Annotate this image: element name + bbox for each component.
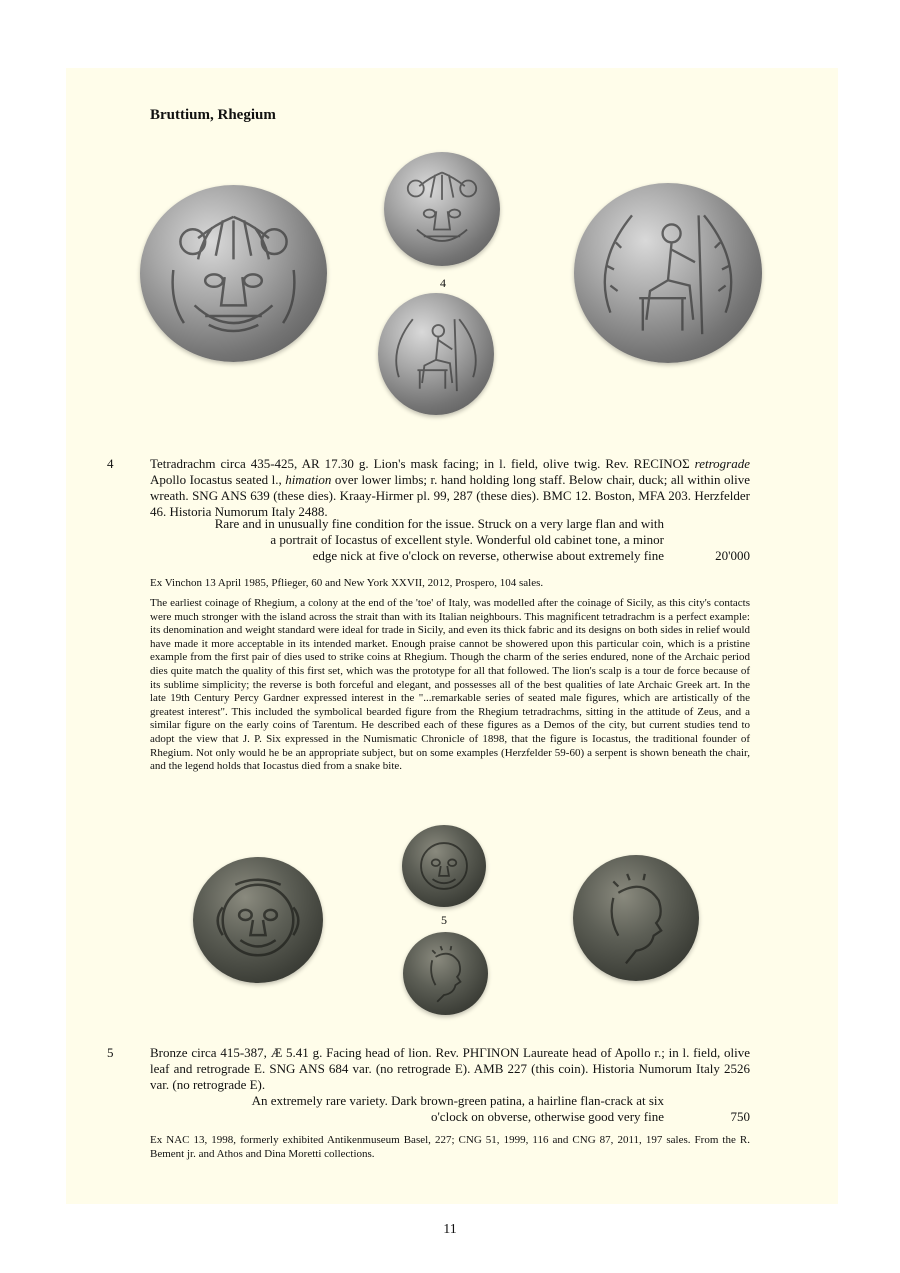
lot-description: Tetradrachm circa 435-425, AR 17.30 g. Lion's mask facing; in l. field, olive twig. Rev. RECINOΣ retrograde Apollo Iocastus seated l., himation over lower limbs; r. hand holding long staff. Below chair, duck; all within olive wreath. SNG ANS 639 (these dies). Kraay-Hirmer pl. 99, 287 (these dies). BMC 12. Boston, MFA 203. Herzfelder 46. Historia Numorum Italy 2488. — [150, 456, 751, 519]
lot-provenance: Ex Vinchon 13 April 1985, Pflieger, 60 and New York XXVII, 2012, Prospero, 104 sales. — [150, 577, 544, 589]
lot4-image-label: 4 — [440, 276, 446, 290]
lot-essay: The earliest coinage of Rhegium, a colony at the end of the 'toe' of Italy, was modelled after the coinage of Sicily, as this city's contacts were much stronger with the island across the strait than with its Italian neighbours. This magnificent tetradrachm is a perfect example: its denomination and weight standard were ideal for trade in Sicily, and even its thick fabric and its designs on both sides in relief would have made it more acceptable in its intended market. Enough praise cannot be showered upon this particular coin, which is a pristine example from the first pair of dies used to strike coins at Rhegium. Though the charm of the series endured, none of the Archaic period dies quite match the quality of this first set, which was the prototype for all that followed. The lion's scalp is a tour de force because of its sublime simplicity; the reverse is both forceful and elegant, and possesses all of the best qualities of late Archaic Greek art. In the late 19th Century Percy Gardner expressed interest in the "...remarkable series of seated male figures, which are artistically of the greatest interest". This included the symbolical bearded figure from the Rhegium tetradrachms, sitting in the attitude of Zeus, and a similar figure on the early coins of Tarentum. He described each of these figures as a Demos of the city, but current studies tend to adopt the view that J. P. Six expressed in the Numismatic Chronicle of 1898, that the figure is Iocastus, the traditional founder of Rhegium. Not only would he be an appropriate subject, but on some examples (Herzfelder 59-60) a serpent is shown beneath the chair, and the legend holds that Iocastus died from a snake bite. — [150, 597, 750, 773]
lot-condition: Rare and in unusually fine condition for the issue. Struck on a very large flan and with a portrait of Iocastus of excellent style. Wonderful old cabinet tone, a minor edge nick at five o'clock on reverse, otherwise about extremely fine — [214, 516, 664, 563]
page-number: 11 — [443, 1222, 457, 1237]
lot-number: 5 — [107, 1045, 114, 1060]
lot4-reverse-small-seated-apollo-icon — [378, 293, 494, 415]
lot5-reverse-large-apollo-head-icon — [573, 855, 699, 981]
lot4-obverse-large-lion-mask-icon — [140, 185, 327, 362]
lot-condition: An extremely rare variety. Dark brown-green patina, a hairline flan-crack at six o'clock on obverse, otherwise good very fine — [251, 1093, 664, 1124]
lot-provenance: Ex NAC 13, 1998, formerly exhibited Antikenmuseum Basel, 227; CNG 51, 1999, 116 and CNG 87, 2011, 197 sales. From the R. Bement jr. and Athos and Dina Moretti collections. — [150, 1134, 750, 1160]
lot-description: Bronze circa 415-387, Æ 5.41 g. Facing head of lion. Rev. PHΓINON Laureate head of Apollo r.; in l. field, olive leaf and retrograde E. SNG ANS 684 var. (no retrograde E). AMB 227 (this coin). Historia Numorum Italy 2526 var. (no retrograde E). — [150, 1045, 750, 1092]
lot-price: 750 — [730, 1109, 750, 1124]
lot5-image-label: 5 — [441, 913, 447, 927]
lot-price: 20'000 — [715, 548, 750, 563]
lot4-reverse-large-seated-apollo-icon — [574, 183, 762, 363]
lot5-obverse-large-lion-head-icon — [193, 857, 323, 983]
lot5-obverse-small-lion-head-icon — [402, 825, 486, 907]
lot5-reverse-small-apollo-head-icon — [403, 932, 488, 1015]
lot4-obverse-small-lion-mask-icon — [384, 152, 500, 266]
section-title: Bruttium, Rhegium — [150, 107, 276, 123]
lot-number: 4 — [107, 456, 114, 471]
